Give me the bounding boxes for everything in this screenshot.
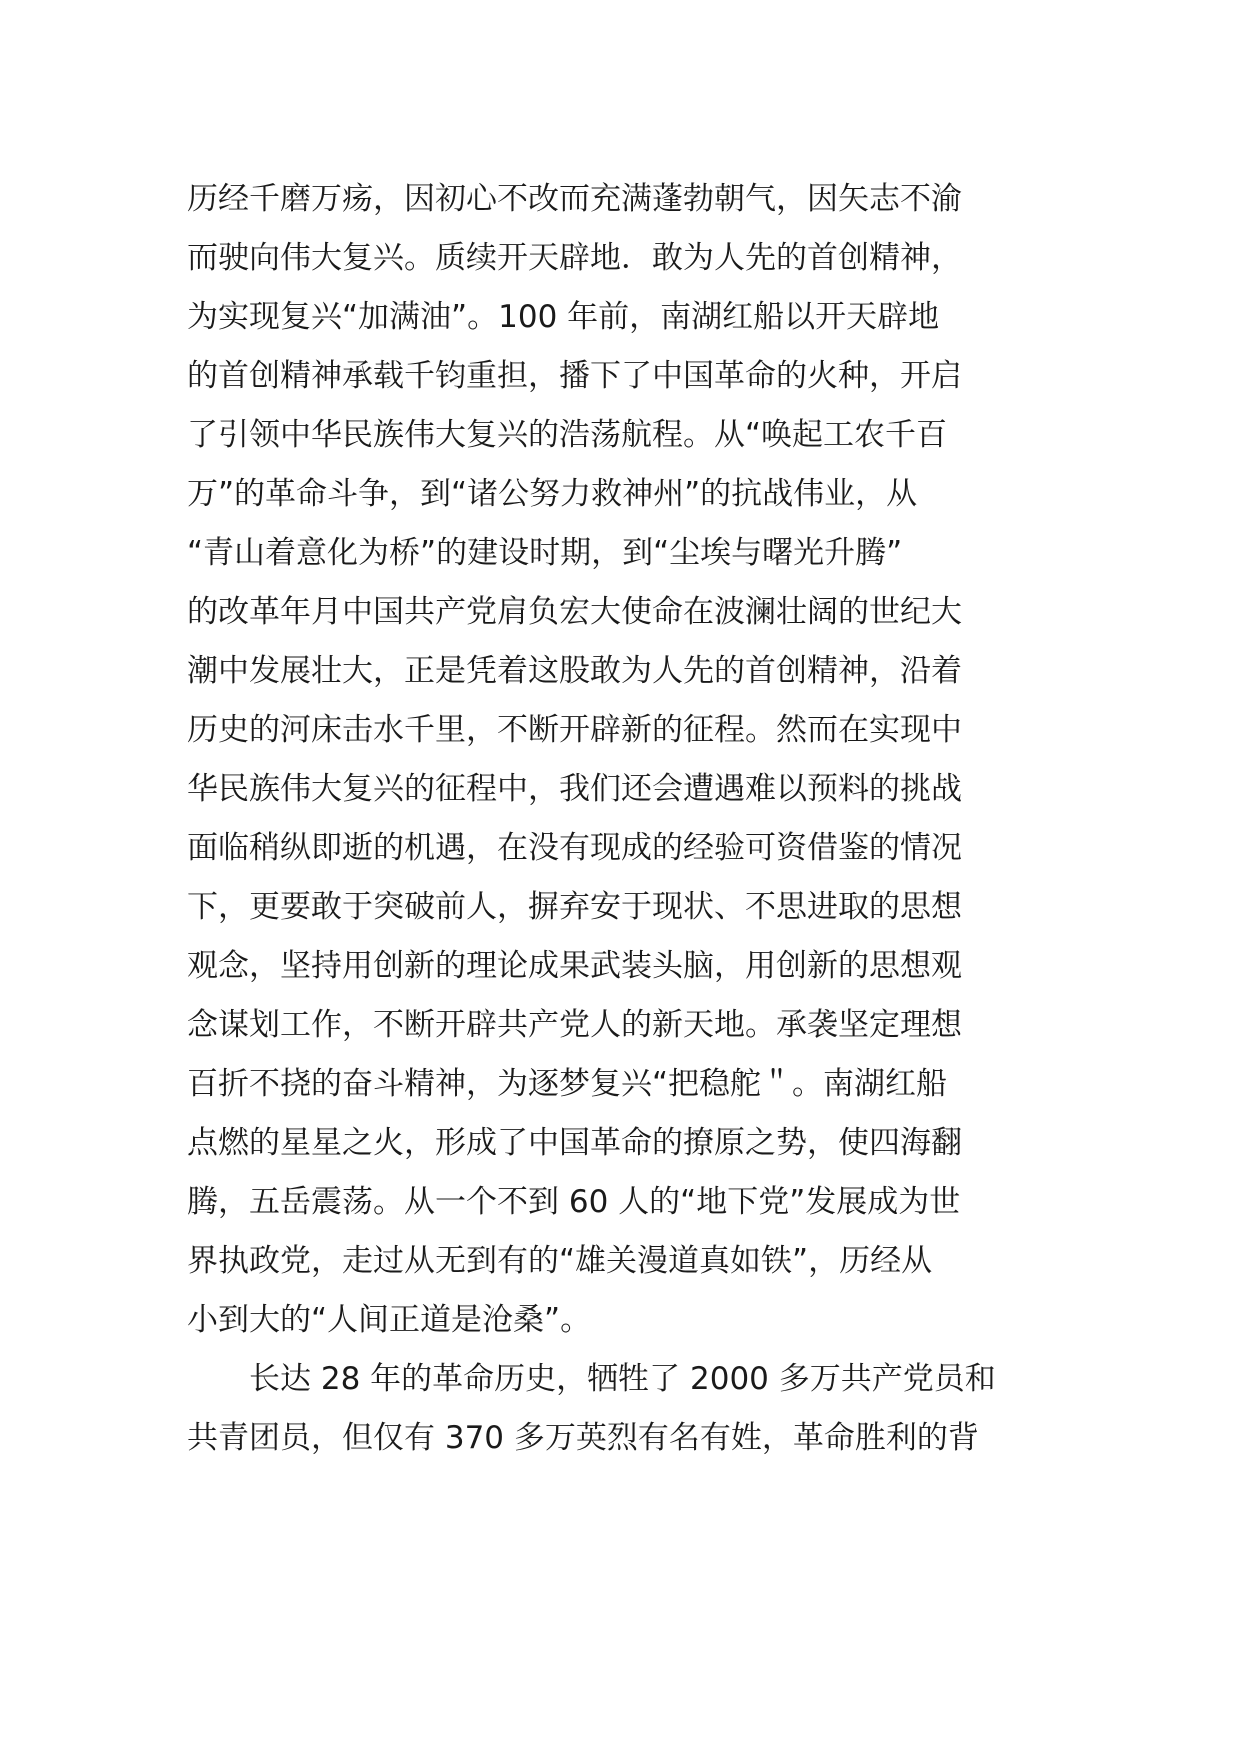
text-line: 界执政党，走过从无到有的“雄关漫道真如铁”，历经从 xyxy=(187,1243,933,1279)
text-line: 百折不挠的奋斗精神，为逐梦复兴“把稳舵＂。南湖红船 xyxy=(187,1066,948,1102)
text-line: 小到大的“人间正道是沧桑”。 xyxy=(187,1302,592,1338)
text-line: 面临稍纵即逝的机遇，在没有现成的经验可资借鉴的情况 xyxy=(187,830,962,866)
text-line: 下，更要敢于突破前人，摒弃安于现状、不思进取的思想 xyxy=(187,889,962,925)
text-line: 观念，坚持用创新的理论成果武装头脑，用创新的思想观 xyxy=(187,948,962,984)
text-line: 点燃的星星之火，形成了中国革命的撩原之势，使四海翻 xyxy=(187,1125,962,1161)
text-line: 共青团员，但仅有 370 多万英烈有名有姓，革命胜利的背 xyxy=(187,1420,979,1456)
text-line: 的首创精神承载千钧重担，播下了中国革命的火种，开启 xyxy=(187,358,962,394)
text-line: 历经千磨万疡，因初心不改而充满蓬勃朝气，因矢志不渝 xyxy=(187,181,962,217)
text-line: 为实现复兴“加满油”。100 年前，南湖红船以开天辟地 xyxy=(187,299,940,335)
text-line: 潮中发展壮大，正是凭着这股敢为人先的首创精神，沿着 xyxy=(187,653,962,689)
body-text xyxy=(187,0,1057,1754)
text-line: 华民族伟大复兴的征程中，我们还会遭遇难以预料的挑战 xyxy=(187,771,962,807)
text-line: 而驶向伟大复兴。质续开天辟地．敢为人先的首创精神， xyxy=(187,240,962,276)
text-line: 腾，五岳震荡。从一个不到 60 人的“地下党”发展成为世 xyxy=(187,1184,961,1220)
text-line: 万”的革命斗争，到“诸公努力救神州”的抗战伟业，从 xyxy=(187,476,918,512)
text-line: 长达 28 年的革命历史，牺牲了 2000 多万共产党员和 xyxy=(249,1361,996,1397)
text-line: 了引领中华民族伟大复兴的浩荡航程。从“唤起工农千百 xyxy=(187,417,948,453)
text-line: 历史的河床击水千里，不断开辟新的征程。然而在实现中 xyxy=(187,712,962,748)
text-line: 的改革年月中国共产党肩负宏大使命在波澜壮阔的世纪大 xyxy=(187,594,962,630)
text-line: 念谋划工作，不断开辟共产党人的新天地。承袭坚定理想 xyxy=(187,1007,962,1043)
text-line: “青山着意化为桥”的建设时期，到“尘埃与曙光升腾” xyxy=(187,535,903,571)
